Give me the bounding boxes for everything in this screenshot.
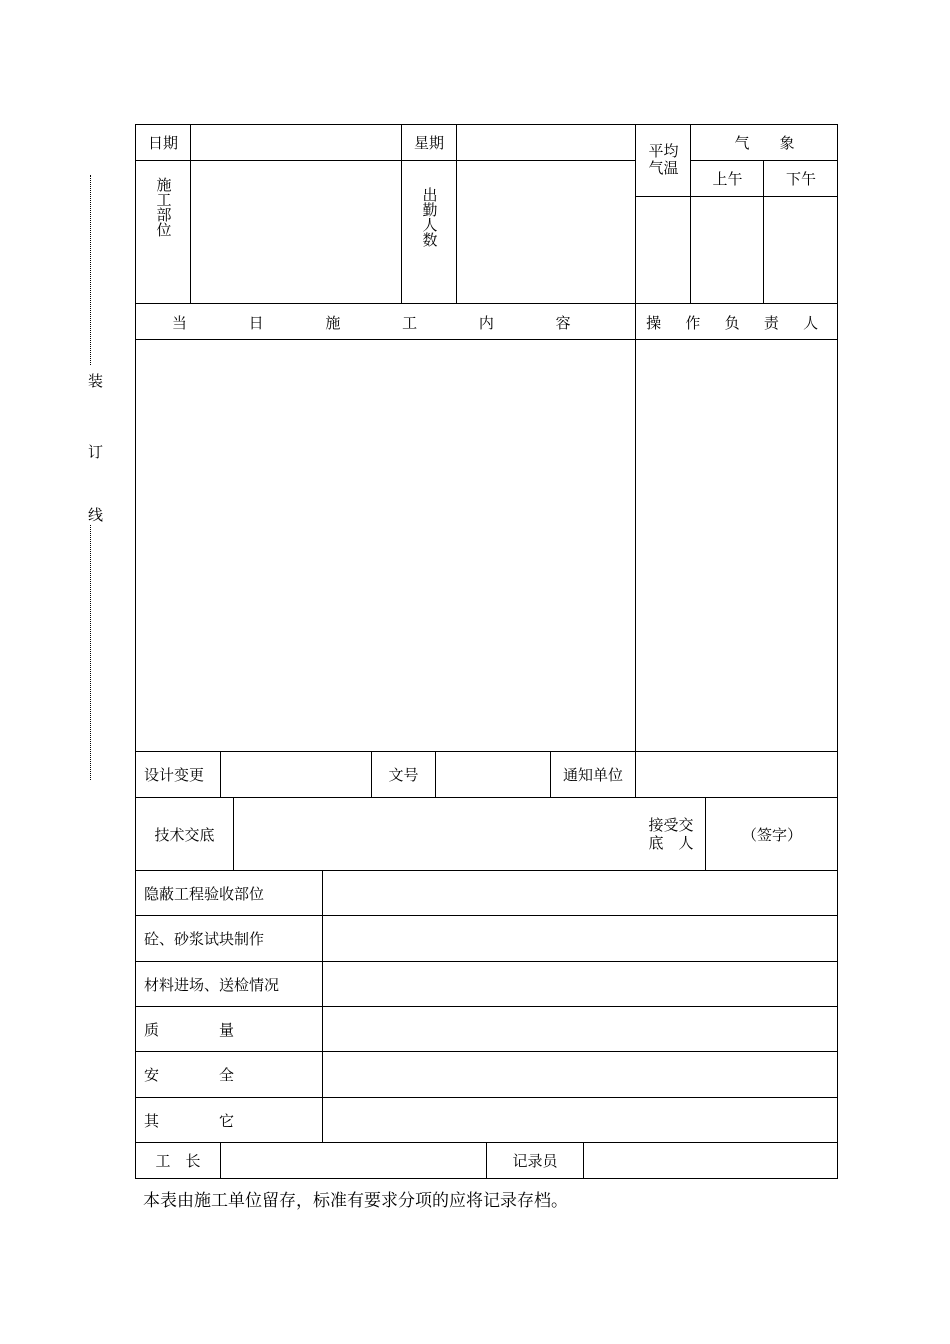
signature-field[interactable]: （签字）	[741, 825, 802, 844]
row-label-quality: 质 量	[144, 1020, 235, 1039]
design-change-field[interactable]	[221, 752, 371, 797]
notify-unit-label: 通知单位	[562, 766, 623, 784]
site-field[interactable]	[191, 161, 401, 303]
recorder-field[interactable]	[584, 1143, 837, 1178]
row-label-hidden-works: 隐蔽工程验收部位	[144, 884, 265, 903]
row-label-materials: 材料进场、送检情况	[144, 975, 280, 994]
foreman-field[interactable]	[221, 1143, 486, 1178]
binding-line-top	[90, 175, 91, 365]
weather-label: 气 象	[734, 134, 795, 152]
am-label: 上午	[712, 170, 743, 188]
avg-temp-field[interactable]	[636, 197, 690, 303]
doc-no-label: 文号	[388, 766, 419, 784]
pm-weather-field[interactable]	[764, 197, 837, 303]
daily-content-field[interactable]	[136, 340, 635, 751]
am-weather-field[interactable]	[691, 197, 763, 303]
design-change-label: 设计变更	[144, 766, 205, 784]
row-label-test-blocks: 砼、砂浆试块制作	[144, 930, 265, 948]
responsible-title-text: 操 作 负 责 人	[646, 313, 828, 332]
site-label	[135, 161, 191, 261]
receiver-label	[636, 798, 706, 870]
date-field[interactable]	[191, 125, 401, 160]
notify-unit-field[interactable]	[636, 752, 837, 797]
site-label-text: 施工部位	[154, 177, 173, 237]
binding-char-zhuang: 装	[88, 372, 104, 390]
responsible-title	[636, 304, 838, 340]
retention-note: 本表由施工单位留存，标准有要求分项的应将记录存档。	[143, 1191, 568, 1211]
border-right	[837, 124, 838, 1179]
receiver-label-line2: 底 人	[648, 834, 694, 852]
row-field-other[interactable]	[323, 1098, 837, 1142]
binding-char-xian: 线	[88, 506, 104, 524]
daily-content-title	[135, 304, 636, 340]
weekday-label: 星期	[413, 134, 444, 152]
receiver-label-line1: 接受交	[648, 816, 694, 834]
binding-char-ding: 订	[88, 443, 104, 461]
responsible-field[interactable]	[636, 340, 837, 751]
tech-briefing-field[interactable]	[234, 798, 635, 870]
row-field-hidden-works[interactable]	[323, 871, 837, 915]
binding-line-bottom	[90, 525, 91, 780]
doc-no-field[interactable]	[436, 752, 550, 797]
avg-temp-text: 平均气温	[648, 142, 679, 177]
avg-temp-label	[636, 136, 691, 184]
date-label: 日期	[147, 134, 178, 152]
row-field-safety[interactable]	[323, 1052, 837, 1097]
tech-briefing-label: 技术交底	[154, 825, 215, 844]
row-label-safety: 安 全	[144, 1066, 235, 1084]
row-field-materials[interactable]	[323, 962, 837, 1006]
weekday-field[interactable]	[457, 125, 635, 160]
attendance-label-text: 出勤人数	[420, 187, 439, 247]
pm-label: 下午	[785, 170, 816, 188]
recorder-label: 记录员	[512, 1152, 558, 1170]
row-field-test-blocks[interactable]	[323, 916, 837, 961]
attendance-label	[401, 161, 457, 303]
attendance-field[interactable]	[457, 161, 635, 303]
foreman-label: 工 长	[155, 1152, 201, 1170]
row-label-other: 其 它	[144, 1111, 235, 1130]
row-field-quality[interactable]	[323, 1007, 837, 1051]
daily-content-title-text: 当 日 施 工 内 容	[171, 313, 600, 332]
